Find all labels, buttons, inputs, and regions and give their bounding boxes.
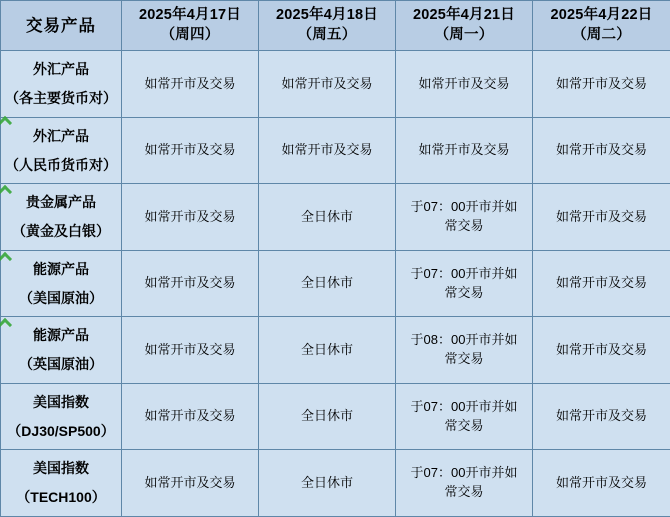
- header-date-4-date: 2025年4月22日: [550, 7, 653, 24]
- status-cell: 如常开市及交易: [396, 117, 533, 184]
- table-row: [1, 250, 670, 317]
- status-cell: [396, 184, 533, 251]
- status-cell-line1: 于07：00开市并如: [410, 398, 518, 414]
- status-cell: [396, 317, 533, 384]
- header-date-1-weekday: （周四）: [160, 26, 220, 43]
- status-cell-line1: 于07：00开市并如: [410, 465, 518, 481]
- status-cell: 如常开市及交易: [533, 317, 670, 384]
- status-cell-line2: 常交易: [444, 218, 484, 234]
- status-cell: 如常开市及交易: [533, 450, 670, 517]
- table-row: [1, 383, 670, 450]
- status-cell: 如常开市及交易: [533, 383, 670, 450]
- product-label: [1, 184, 122, 251]
- product-label-line1: 外汇产品: [33, 127, 89, 144]
- status-cell-line1: 于08：00开市并如: [410, 332, 518, 348]
- header-date-4-weekday: （周二）: [572, 26, 631, 43]
- status-cell: 如常开市及交易: [122, 450, 259, 517]
- product-label: [1, 250, 122, 317]
- status-cell: 如常开市及交易: [533, 184, 670, 251]
- status-cell: 如常开市及交易: [122, 317, 259, 384]
- status-cell: 如常开市及交易: [259, 117, 396, 184]
- product-label: [1, 383, 122, 450]
- status-cell: 全日休市: [259, 450, 396, 517]
- product-label-line2: （各主要货币对）: [5, 90, 117, 107]
- status-cell: [396, 383, 533, 450]
- product-label: [1, 317, 122, 384]
- product-label-line2: （美国原油）: [19, 289, 103, 306]
- product-label-line1: 外汇产品: [33, 61, 89, 78]
- product-label-line1: 贵金属产品: [26, 194, 96, 211]
- product-label-line1: 能源产品: [33, 327, 89, 344]
- table-row: [1, 51, 670, 118]
- status-cell: [396, 450, 533, 517]
- status-cell: 全日休市: [259, 250, 396, 317]
- table-row: [1, 317, 670, 384]
- product-label-line2: （人民币货币对）: [5, 156, 117, 173]
- product-label-line2: （DJ30/SP500）: [7, 422, 115, 439]
- product-label-line2: （英国原油）: [19, 356, 103, 373]
- status-cell: 如常开市及交易: [533, 51, 670, 118]
- status-cell-line2: 常交易: [444, 284, 484, 300]
- header-date-3-weekday: （周一）: [434, 26, 494, 43]
- status-cell-line2: 常交易: [444, 484, 484, 500]
- status-cell-line1: 于07：00开市并如: [410, 265, 518, 281]
- product-label: [1, 117, 122, 184]
- status-cell: 如常开市及交易: [122, 250, 259, 317]
- product-label-line1: 美国指数: [33, 460, 89, 477]
- header-date-3-date: 2025年4月21日: [413, 7, 515, 24]
- product-label: [1, 51, 122, 118]
- header-date-1-date: 2025年4月17日: [139, 7, 241, 24]
- status-cell: 如常开市及交易: [122, 51, 259, 118]
- status-cell-line1: 于07：00开市并如: [410, 199, 518, 215]
- status-cell: [396, 250, 533, 317]
- status-cell: 如常开市及交易: [122, 383, 259, 450]
- header-date-2-weekday: （周五）: [297, 26, 357, 43]
- product-label: [1, 450, 122, 517]
- status-cell: 全日休市: [259, 383, 396, 450]
- header-date-3: [396, 1, 533, 51]
- status-cell: 如常开市及交易: [533, 250, 670, 317]
- header-date-2-date: 2025年4月18日: [276, 7, 378, 24]
- table-row: [1, 117, 670, 184]
- table-header-row: [1, 1, 670, 51]
- header-date-4: [533, 1, 670, 51]
- status-cell: 如常开市及交易: [122, 184, 259, 251]
- product-label-line2: （TECH100）: [16, 489, 106, 506]
- status-cell-line2: 常交易: [444, 351, 484, 367]
- table-row: [1, 450, 670, 517]
- status-cell: 如常开市及交易: [533, 117, 670, 184]
- header-date-2: [259, 1, 396, 51]
- status-cell: 如常开市及交易: [259, 51, 396, 118]
- product-label-line1: 美国指数: [33, 393, 89, 410]
- status-cell: 如常开市及交易: [122, 117, 259, 184]
- status-cell: 全日休市: [259, 317, 396, 384]
- product-label-line1: 能源产品: [33, 260, 89, 277]
- product-label-line2: （黄金及白银）: [12, 223, 110, 240]
- header-product-column: 交易产品: [1, 1, 122, 51]
- table-row: [1, 184, 670, 251]
- status-cell: 全日休市: [259, 184, 396, 251]
- status-cell: 如常开市及交易: [396, 51, 533, 118]
- header-date-1: [122, 1, 259, 51]
- status-cell-line2: 常交易: [444, 417, 484, 433]
